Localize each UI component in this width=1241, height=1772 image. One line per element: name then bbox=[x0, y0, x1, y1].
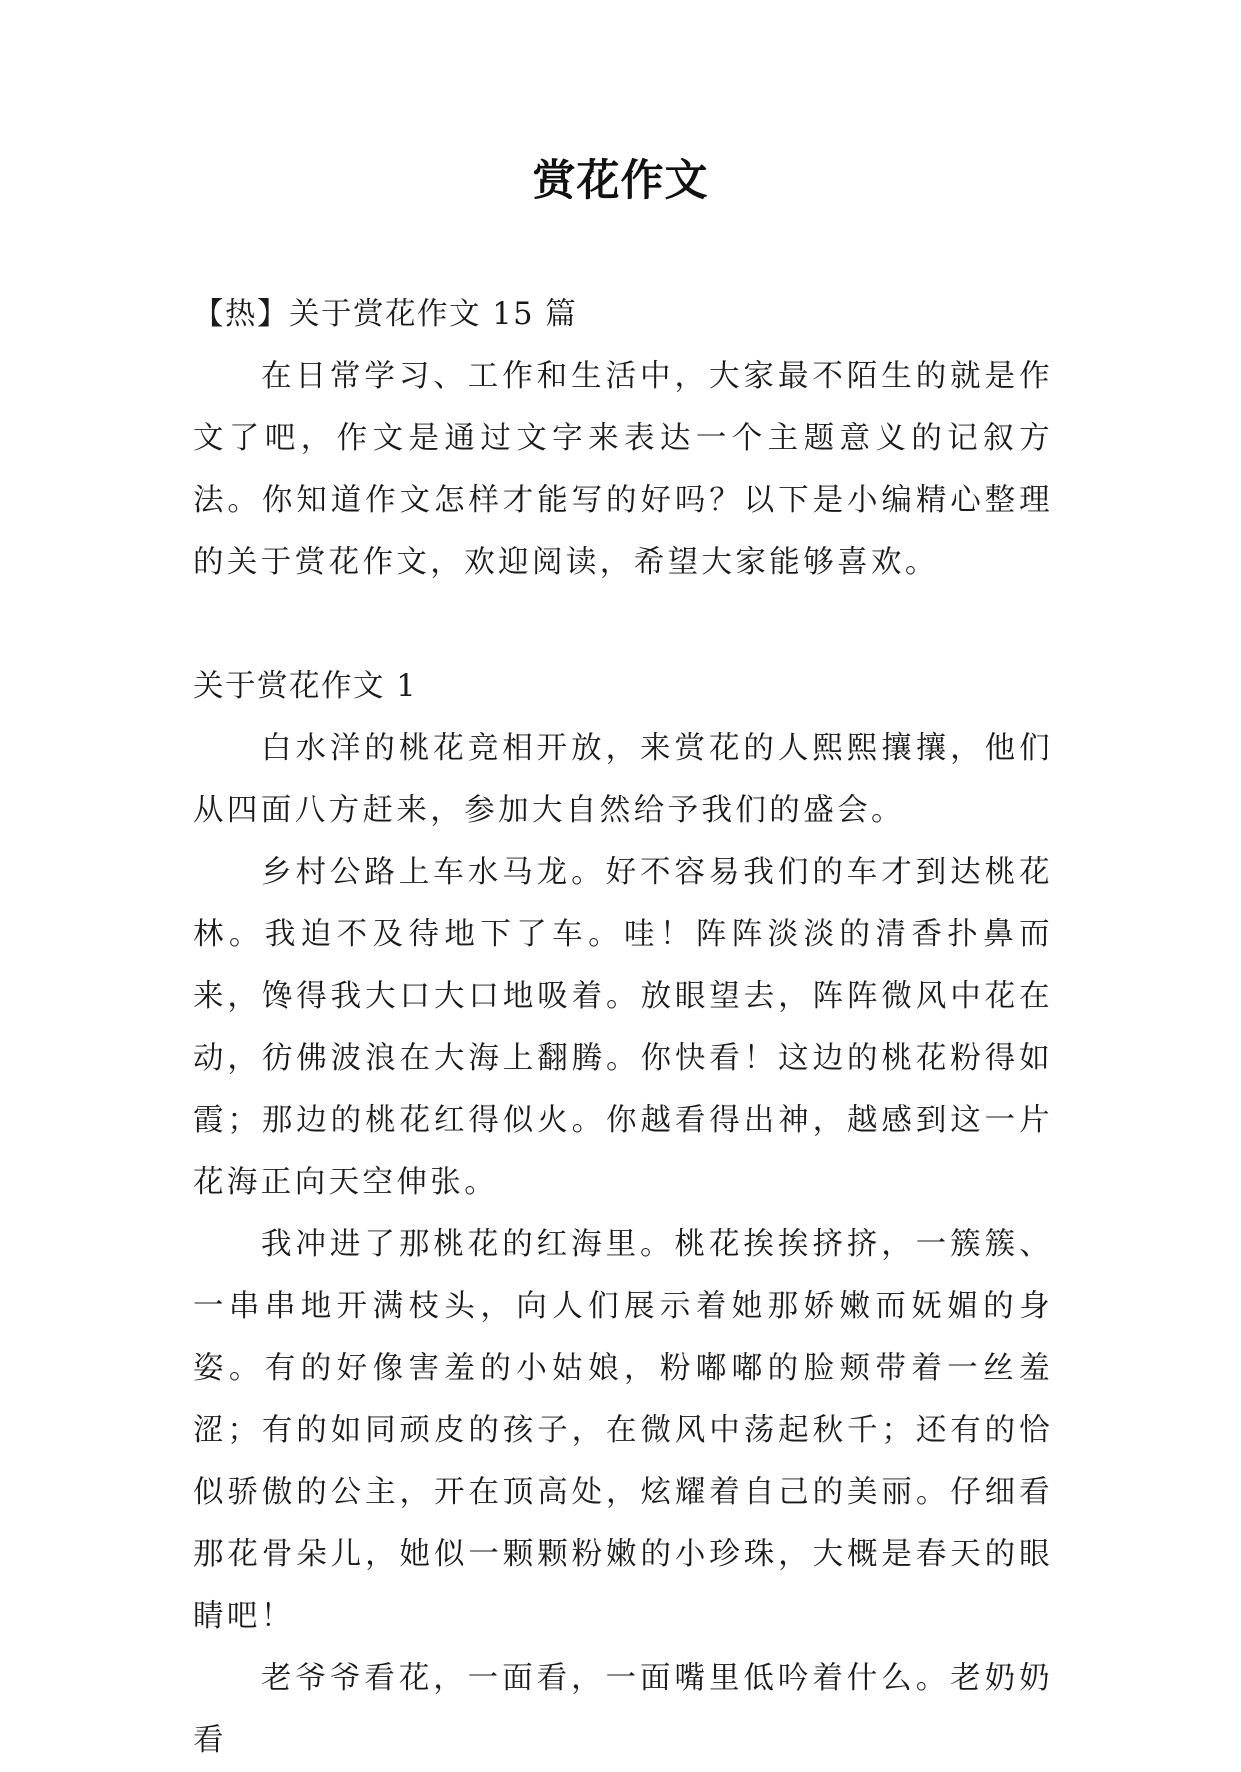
section-1-heading: 关于赏花作文 1 bbox=[193, 669, 418, 704]
document-title: 赏花作文 bbox=[532, 156, 709, 206]
section-1-paragraph: 我冲进了那桃花的红海里。桃花挨挨挤挤，一簇簇、一串串地开满枝头，向人们展示着她那娇嫩而妩媚的身姿。有的好像害羞的小姑娘，粉嘟嘟的脸颊带着一丝羞涩；有的如同顽皮的孩子，在微风中荡起秋千；还有的恰似骄傲的公主，开在顶高处，炫耀着自己的美丽。仔细看那花骨朵儿，她似一颗颗粉嫩的小珍珠，大概是春天的眼睛吧！ bbox=[193, 1227, 1053, 1634]
section-spacer bbox=[193, 594, 1053, 656]
section-1-paragraph: 白水洋的桃花竞相开放，来赏花的人熙熙攘攘，他们从四面八方赶来，参加大自然给予我们的盛会。 bbox=[193, 731, 1053, 828]
section-1-paragraph: 乡村公路上车水马龙。好不容易我们的车才到达桃花林。我迫不及待地下了车。哇！阵阵淡淡的清香扑鼻而来，馋得我大口大口地吸着。放眼望去，阵阵微风中花在动，彷佛波浪在大海上翻腾。你快看！这边的桃花粉得如霞；那边的桃花红得似火。你越看得出神，越感到这一片花海正向天空伸张。 bbox=[193, 855, 1053, 1200]
intro-heading: 【热】关于赏花作文 15 篇 bbox=[193, 297, 578, 332]
section-1-paragraph: 老爷爷看花，一面看，一面嘴里低吟着什么。老奶奶看 bbox=[193, 1661, 1053, 1758]
document-body bbox=[193, 284, 1053, 1772]
intro-paragraph: 在日常学习、工作和生活中，大家最不陌生的就是作文了吧，作文是通过文字来表达一个主题意义的记叙方法。你知道作文怎样才能写的好吗？以下是小编精心整理的关于赏花作文，欢迎阅读，希望大家能够喜欢。 bbox=[193, 359, 1053, 580]
